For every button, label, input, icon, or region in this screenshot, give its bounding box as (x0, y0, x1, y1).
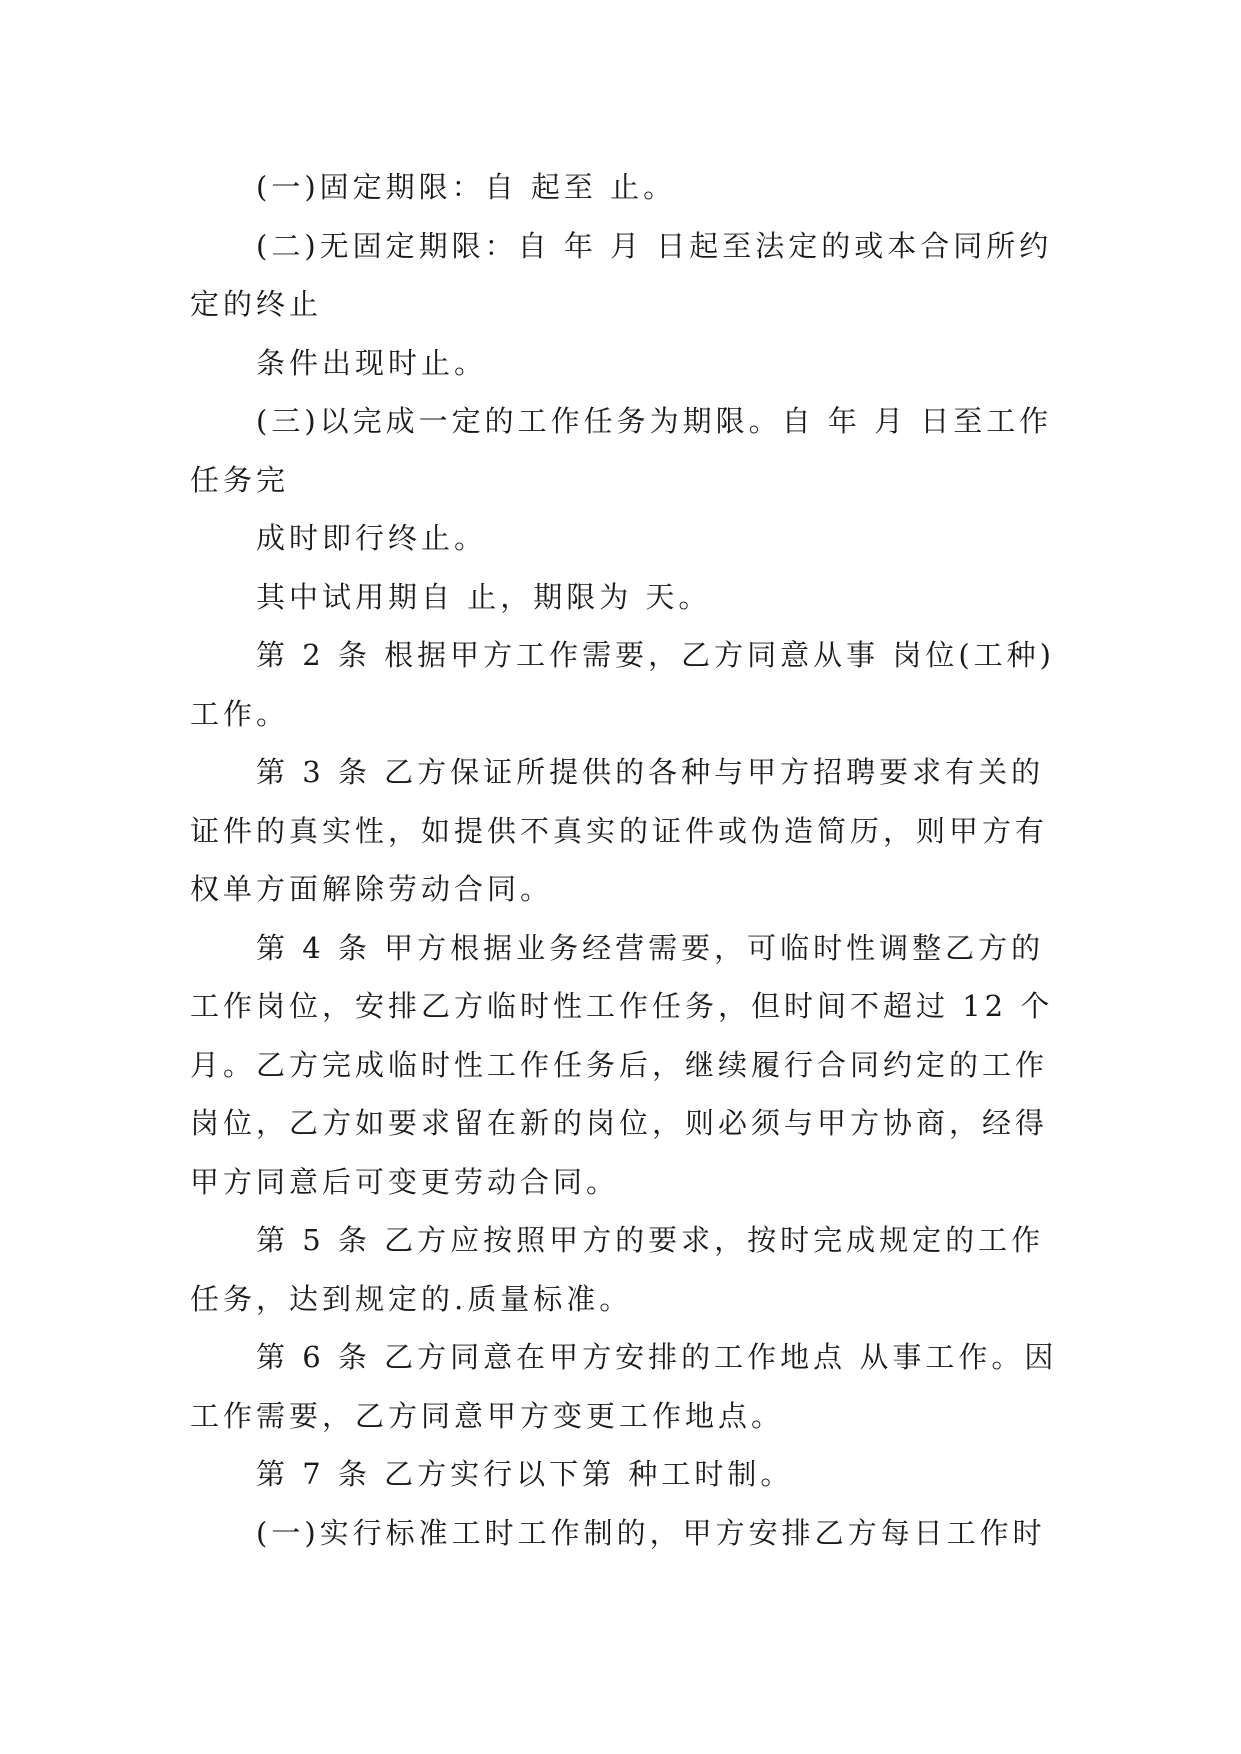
paragraph-article-5: 第 5 条 乙方应按照甲方的要求，按时完成规定的工作任务，达到规定的.质量标准。 (190, 1223, 1045, 1316)
paragraph-term-fixed: (一)固定期限：自 起至 止。 (256, 170, 677, 204)
document-body (190, 158, 1070, 1562)
paragraph-term-open-ended-cont: 条件出现时止。 (256, 345, 488, 380)
paragraph-term-task-based-cont: 成时即行终止。 (256, 521, 488, 555)
paragraph-term-task-based: (三)以完成一定的工作任务为期限。自 年 月 日至工作任务完 (190, 404, 1053, 497)
paragraph-article-6: 第 6 条 乙方同意在甲方安排的工作地点 从事工作。因工作需要，乙方同意甲方变更工作地点。 (190, 1340, 1058, 1433)
paragraph-article-2: 第 2 条 根据甲方工作需要，乙方同意从事 岗位(工种)工作。 (190, 638, 1055, 731)
paragraph-article-7: 第 7 条 乙方实行以下第 种工时制。 (256, 1457, 794, 1491)
paragraph-term-open-ended: (二)无固定期限：自 年 月 日起至法定的或本合同所约定的终止 (190, 228, 1053, 321)
paragraph-article-4: 第 4 条 甲方根据业务经营需要，可临时性调整乙方的工作岗位，安排乙方临时性工作任务，但时间不超过 12 个月。乙方完成临时性工作任务后，继续履行合同约定的工作岗位，乙方如要求留在新的岗位，则必须与甲方协商，经得甲方同意后可变更劳动合同。 (190, 930, 1054, 1199)
paragraph-probation: 其中试用期自 止，期限为 天。 (256, 579, 712, 614)
paragraph-article-3: 第 3 条 乙方保证所提供的各种与甲方招聘要求有关的证件的真实性，如提供不真实的证件或伪造简历，则甲方有权单方面解除劳动合同。 (190, 755, 1049, 906)
paragraph-standard-hours: (一)实行标准工时工作制的，甲方安排乙方每日工作时 (256, 1515, 1046, 1550)
